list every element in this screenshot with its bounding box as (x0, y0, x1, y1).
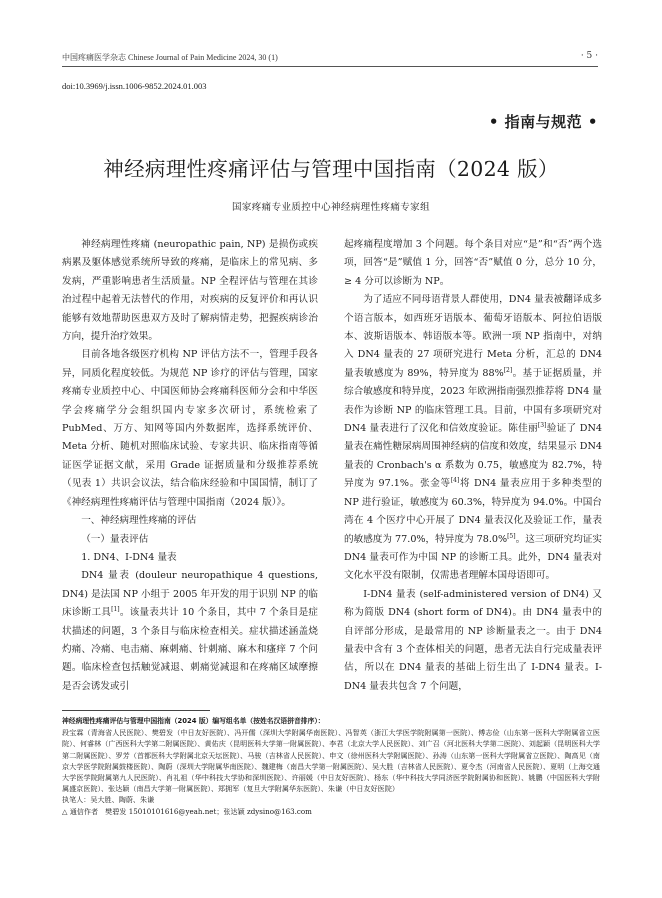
right-column (344, 236, 602, 696)
footnote-divider (62, 710, 210, 711)
paragraph (62, 567, 318, 696)
paragraph-text: 验证了 DN4 量表在痛性糖尿病周围神经病的信度和效度，结果显示 DN4 量表的 Cronbach's α 系数为 0.75，敏感度为 82.7%，特异度为 97.1%。张金等 (344, 423, 602, 490)
paragraph-text: 。这三项研究均证实 DN4 量表可作为中国 NP 的诊断工具。此外，DN4 量表对文化水平没有限制，仅需患者理解本国母语即可。 (344, 533, 603, 582)
paragraph-text: 。基于证据质量，并综合敏感度和特异度，2023 年欧洲指南强烈推荐将 DN4 量表作为诊断 NP 的临床管理工具。目前，中国有多项研究对 DN4 量表进行了汉化和信效度验证。陈佳丽 (344, 367, 603, 435)
page-number: · 5 · (580, 51, 598, 61)
citation[interactable]: [3] (537, 421, 547, 429)
footnote-heading: 神经病理性疼痛评估与管理中国指南（2024 版）编写组名单（按姓名汉语拼音排序）： (62, 717, 325, 725)
citation[interactable]: [5] (507, 532, 516, 540)
subsection-heading: （一）量表评估 (81, 533, 149, 545)
journal-header: 中国疼痛医学杂志 Chinese Journal of Pain Medicine 2024, 30 (1) (62, 53, 278, 62)
footnote-members: 段宝霖（青海省人民医院）、樊碧发（中日友好医院）、冯开儒（深圳大学附属华南医院）、冯智英（浙江大学医学院附属第一医院）、傅志俭（山东第一医科大学附属省立医院）、何睿林（广西医科大学第二附属医院）、黄佑庆（昆明医科大学第一附属医院）、李君（北京大学人民医院）、刘广召（河北医科大学第二医院）、刘起颖（昆明医科大学第二附属医院）、罗芳（首都医科大学附属北京天坛医院）、马骏（吉林省人民医院）、申文（徐州医科大学附属医院）、孙涛（山东第一医科大学附属省立医院）、陶高见（南京大学医学院附属鼓楼医院）、陶蔚（深圳大学附属华南医院）、魏建梅（南昌大学第一附属医院）、吴大胜（吉林省人民医院）、夏令杰（河南省人民医院）、夏明（上海交通大学医学院附属第九人民医院）、肖礼祖（华中科技大学协和深圳医院）、许丽媛（中日友好医院）、杨东（华中科技大学同济医学院附属协和医院）、姚鹏（中国医科大学附属盛京医院）、张达颖（南昌大学第一附属医院）、郑拥军（复旦大学附属华东医院）、朱谦（中日友好医院） (62, 728, 600, 794)
paragraph (344, 291, 602, 586)
doi: doi:10.3969/j.issn.1006-9852.2024.01.003 (62, 81, 207, 91)
section-heading: 一、神经病理性疼痛的评估 (81, 515, 197, 527)
header-divider (62, 66, 598, 67)
section-tag: • 指南与规范 • (488, 113, 598, 131)
citation[interactable]: [4] (450, 477, 460, 485)
article-title: 神经病理性疼痛评估与管理中国指南（2024 版） (103, 157, 559, 181)
footnote-writers: 执笔人：吴大胜、陶蔚、朱谦 (62, 795, 155, 805)
paragraph: I-DN4 量表 (self-administered version of DN4) 又称为简版 DN4 (short form of DN4)。由 DN4 量表中的自评部分形成，是最常用的 NP 诊断量表之一。由于 DN4 量表中含有 3 个查体相关的问题，患者无法自行完成量表评估，所以在 DN4 量表的基础上衍生出了 I-DN4 量表。I-DN4 量表共包含 7 个问题， (344, 588, 602, 692)
paragraph-text: 将 DN4 量表应用于多种类型的 NP 进行验证，敏感度为 60.3%，特异度为 94.0%。中国台湾在 4 个医疗中心开展了 DN4 量表汉化及验证工作，量表的敏感度为 77.0%，特异度为 78.0% (344, 478, 603, 545)
left-column (62, 236, 318, 696)
paragraph-text: 。该量表共计 10 个条目，其中 7 个条目是症状描述的问题，3 个条目与临床检查相关。症状描述涵盖烧灼痛、冷痛、电击痛、麻刺痛、针刺痛、麻木和瘙痒 7 个问题。临床检查包括触觉减退、刺痛觉减退和在疼痛区域摩擦是否会诱发或引 (62, 607, 318, 692)
footnote-correspondence: △ 通信作者 樊碧发 15010101616@yeah.net；张达颖 zdysino@163.com (62, 806, 312, 816)
paragraph: 神经病理性疼痛 (neuropathic pain, NP) 是损伤或疾病累及躯体感觉系统所导致的疼痛，是临床上的常见病、多发病，严重影响患者生活质量。NP 全程评估与管理在其诊治过程中起着无法替代的作用，对疾病的反复评价和再认识能够有效地帮助医患双方及时了解病情走势，把握疾病诊治方向，提升治疗效果。 (62, 239, 318, 343)
citation[interactable]: [1] (111, 605, 120, 613)
paragraph: 目前各地各级医疗机构 NP 评估方法不一，管理手段各异，同质化程度较低。为规范 NP 诊疗的评估与管理，国家疼痛专业质控中心、中国医师协会疼痛科医师分会和中华医学会疼痛学分会组织国内专家多次研讨，系统检索了 PubMed、万方、知网等国内外数据库，选择系统评价、Meta 分析、随机对照临床试验、专家共识、临床指南等循证医学证据文献，采用 Grade 证据质量和分级推荐系统（见表 1）共识会议法，结合临床经验和中国国情，制订了《神经病理性疼痛评估与管理中国指南（2024 版）》。 (62, 349, 318, 508)
paragraph: 起疼痛程度增加 3 个问题。每个条目对应“是”和“否”两个选项，回答“是”赋值 1 分，回答“否”赋值 0 分，总分 10 分，≥ 4 分可以诊断为 NP。 (344, 239, 602, 287)
footnote (62, 716, 600, 817)
citation[interactable]: [2] (503, 366, 513, 374)
paragraph-text: 为了适应不同母语背景人群使用，DN4 量表被翻译成多个语言版本，如西班牙语版本、葡萄牙语版本、阿拉伯语版本、波斯语版本、韩语版本等。欧洲一项 NP 指南中，对纳入 DN4 量表的 27 项研究进行 Meta 分析，汇总的 DN4 量表敏感度为 89%，特异度为 88% (344, 294, 602, 379)
subsubsection-heading: 1. DN4、I-DN4 量表 (81, 551, 177, 563)
paragraph-text: DN4 量表 (douleur neuropathique 4 questions, DN4) 是法国 NP 小组于 2005 年开发的用于识别 NP 的临床诊断工具 (62, 570, 318, 619)
article-authors: 国家疼痛专业质控中心神经病理性疼痛专家组 (231, 202, 430, 213)
